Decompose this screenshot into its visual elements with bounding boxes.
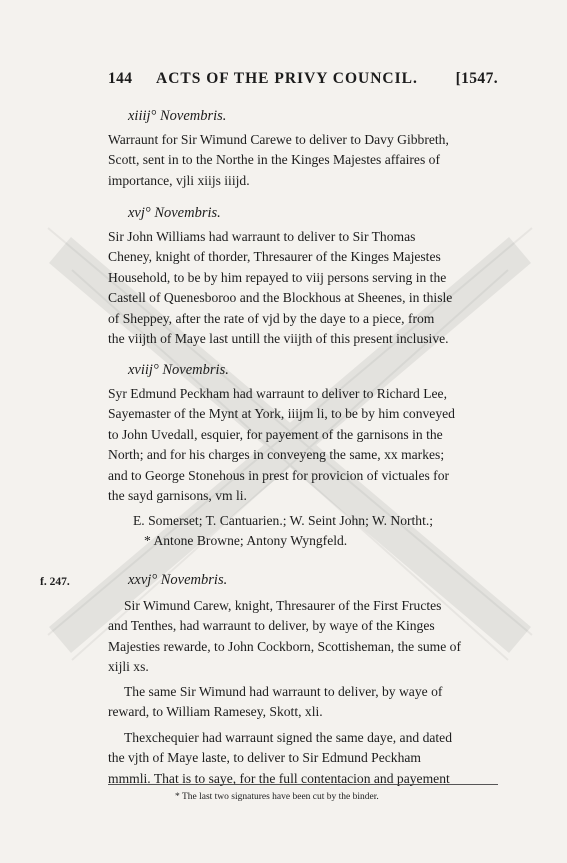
text-line: Castell of Quenesboroo and the Blockhous at Sheenes, in thisle	[108, 290, 453, 306]
text-line: Scott, sent in to the Northe in the Kinges Majestes affaires of	[108, 152, 440, 168]
text-line: importance, vjli xiijs iiijd.	[108, 172, 250, 188]
text-line: xijli xs.	[108, 659, 149, 675]
text-line: and to George Stonehous in prest for provicion of victuales for	[108, 467, 450, 483]
signatures-line: E. Somerset; T. Cantuarien.; W. Seint John; W. Northt.;	[133, 513, 434, 528]
entry-paragraph	[108, 682, 498, 723]
entry-paragraph	[108, 596, 498, 678]
text-line: Household, to be by him repayed to viij persons serving in the	[108, 269, 447, 285]
text-line: of Sheppey, after the rate of vjd by the daye to a piece, from	[108, 310, 435, 326]
year-label: [1547.	[455, 70, 498, 87]
signatures-line: * Antone Browne; Antony Wyngfeld.	[144, 533, 348, 548]
text-line: Sir Wimund Carew, knight, Thresaurer of the First Fructes	[124, 598, 442, 613]
margin-folio-note: f. 247.	[40, 576, 70, 588]
text-line: Cheney, knight of thorder, Thresaurer of the Kinges Majestes	[108, 249, 441, 265]
text-line: Majesties rewarde, to John Cockborn, Scottisheman, the sume of	[108, 638, 461, 654]
text-line: the vjth of Maye laste, to deliver to Sir Edmund Peckham	[108, 750, 421, 766]
text-line: Thexchequier had warraunt signed the same daye, and dated	[124, 730, 453, 745]
text-line: Warraunt for Sir Wimund Carewe to deliver to Davy Gibbreth,	[108, 132, 449, 147]
text-line: reward, to William Ramesey, Skott, xli.	[108, 704, 323, 720]
entry-paragraph	[108, 227, 498, 349]
text-line: Syr Edmund Peckham had warraunt to deliver to Richard Lee,	[108, 386, 447, 401]
text-line: and Tenthes, had warraunt to deliver, by waye of the Kinges	[108, 618, 435, 634]
text-line: the viijth of Maye last untill the viijth of this present inclusive.	[108, 331, 449, 347]
running-title: ACTS OF THE PRIVY COUNCIL.	[156, 70, 418, 87]
text-line: to John Uvedall, esquier, for payement of the garnisons in the	[108, 426, 443, 442]
text-line: mmmli. That is to saye, for the full contentacion and payement	[108, 770, 450, 786]
entry-paragraph	[108, 384, 498, 506]
entry-paragraph	[108, 130, 498, 191]
entry-paragraph	[108, 728, 498, 789]
page-number: 144	[108, 70, 133, 87]
text-line: the sayd garnisons, vm li.	[108, 488, 247, 504]
running-header	[108, 70, 498, 92]
entry-date: xvj° Novembris.	[128, 205, 221, 221]
entry-date: xviij° Novembris.	[128, 362, 229, 378]
entry-date: xxvj° Novembris.	[128, 572, 228, 588]
text-line: The same Sir Wimund had warraunt to deliver, by waye of	[124, 684, 443, 699]
text-line: North; and for his charges in conveyeng the same, xx markes;	[108, 447, 445, 463]
footnote-rule	[108, 784, 498, 785]
footnote: * The last two signatures have been cut by the binder.	[175, 792, 379, 802]
text-line: Sayemaster of the Mynt at York, iiijm li, to be by him conveyed	[108, 406, 455, 422]
text-line: Sir John Williams had warraunt to deliver to Sir Thomas	[108, 229, 416, 244]
entry-date: xiiij° Novembris.	[128, 108, 227, 124]
